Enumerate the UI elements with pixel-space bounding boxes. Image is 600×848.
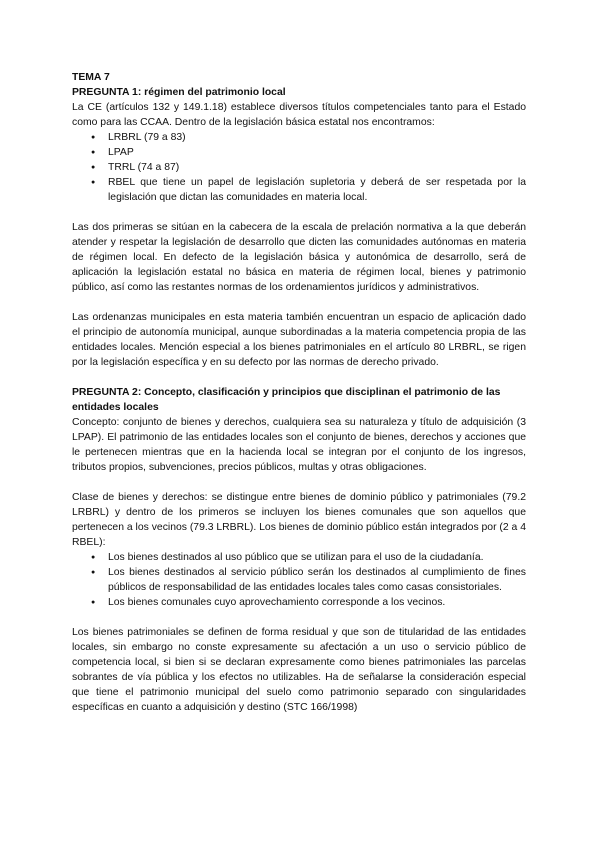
spacer [72,370,526,385]
question-2-title: PREGUNTA 2: Concepto, clasificación y principios que disciplinan el patrimonio de las entidades locales [72,387,501,413]
document-body [72,70,526,715]
document-heading: TEMA 7 [72,72,110,83]
list-item: ● Los bienes destinados al uso público que se utilizan para el uso de la ciudadanía. [108,550,526,565]
list-item: ● TRRL (74 a 87) [108,160,526,175]
list-item: ● Los bienes comunales cuyo aprovechamiento corresponde a los vecinos. [108,595,526,610]
spacer [72,295,526,310]
question-1-paragraph-2: Las dos primeras se sitúan en la cabecera de la escala de prelación normativa a la que deberán atender y respetar la legislación de desarrollo que dicten las comunidades autónomas en materia de régimen local. En defecto de la legislación básica y autonómica de desarrollo, será de aplicación la legislación estatal no básica en materia de régimen local, bienes y patrimonio público, así como las restantes normas de los ordenamientos jurídicos y administrativos. [72,222,526,293]
question-1-title: PREGUNTA 1: régimen del patrimonio local [72,87,286,98]
question-2-classes: Clase de bienes y derechos: se distingue entre bienes de dominio público y patrimoniales (79.2 LRBRL) y dentro de los primeros se incluyen los bienes comunales que son aquellos que pertenecen a los vecinos (79.3 LRBRL). Los bienes de dominio público están integrados por (2 a 4 RBEL): [72,492,527,548]
list-item: ● RBEL que tiene un papel de legislación supletoria y deberá de ser respetada por la legislación que dictan las comunidades en materia local. [108,175,526,205]
question-2-concept: Concepto: conjunto de bienes y derechos, cualquiera sea su naturaleza y título de adquisición (3 LPAP). El patrimonio de las entidades locales son el conjunto de bienes, derechos y acciones que le pertenecen mientras que en la hacienda local se integran por el conjunto de los ingresos, tributos propios, subvenciones, precios públicos, multas y otras obligaciones. [72,417,526,473]
spacer [72,610,526,625]
public-domain-list [72,550,526,610]
spacer [72,205,526,220]
legislation-list [72,130,526,205]
spacer [72,475,526,490]
question-2-patrimonial: Los bienes patrimoniales se definen de forma residual y que son de titularidad de las entidades locales, sin embargo no conste expresamente su afectación a un uso o servicio público de competencia local, si bien si se declaran expresamente como bienes patrimoniales las parcelas sobrantes de vía pública y los efectos no utilizables. Ha de señalarse la consideración especial que tiene el patrimonio municipal del suelo como patrimonio separado con singularidades específicas en cuanto a adquisición y destino (STC 166/1998) [72,627,526,713]
list-item: ● LRBRL (79 a 83) [108,130,526,145]
list-item: ● LPAP [108,145,526,160]
question-1-paragraph-3: Las ordenanzas municipales en esta materia también encuentran un espacio de aplicación dado el principio de autonomía municipal, aunque subordinadas a la materia competencia propia de las entidades locales. Mención especial a los bienes patrimoniales en el artículo 80 LRBRL, se rigen por la legislación específica y en su defecto por las normas de derecho privado. [72,312,526,368]
list-item: ● Los bienes destinados al servicio público serán los destinados al cumplimiento de fines públicos de responsabilidad de las entidades locales tales como casas consistoriales. [108,565,526,595]
question-1-intro: La CE (artículos 132 y 149.1.18) establece diversos títulos competenciales tanto para el Estado como para las CCAA. Dentro de la legislación básica estatal nos encontramos: [72,102,526,128]
